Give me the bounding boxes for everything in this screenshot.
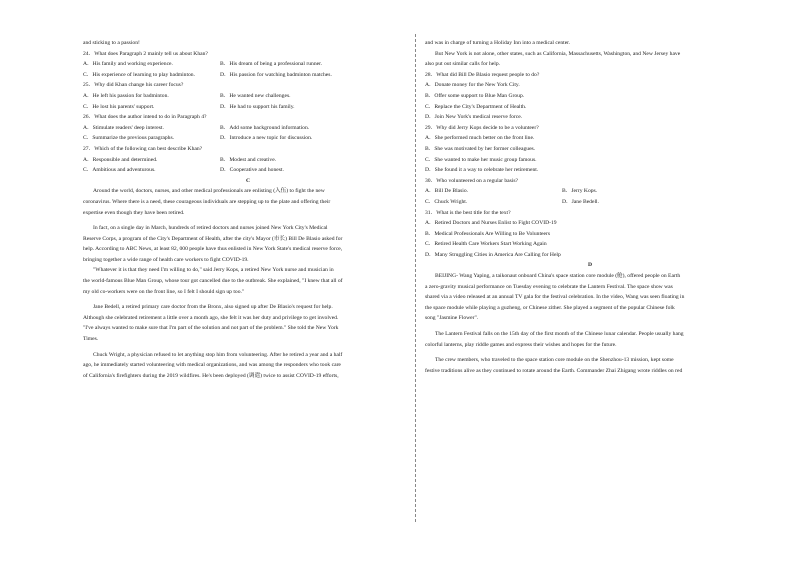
- section-d-heading: D: [587, 262, 593, 269]
- passage-c-paragraph-1: [83, 186, 413, 218]
- option-b[interactable]: B．Medical Professionals Are Willing to Be Volunteers: [425, 230, 551, 237]
- passage-c-paragraph-5: [83, 350, 413, 382]
- text-line: "I've always wanted to make sure that I'm part of the solution and not part of the problem." She told the New York: [83, 325, 339, 332]
- text-line: expertise even though they have been retired.: [83, 209, 185, 216]
- passage-d-paragraph-2: [425, 329, 755, 350]
- question-stem: 30．Who volunteered on a regular basis?: [425, 177, 519, 184]
- question-stem: 25．Why did Khan change his career focus?: [83, 82, 184, 89]
- option-d[interactable]: D．He had to support his family.: [220, 103, 295, 110]
- option-c[interactable]: C．Summarize the previous paragraphs.: [83, 135, 175, 142]
- option-b[interactable]: B．Offer some support to Blue Man Group.: [425, 92, 525, 99]
- option-b[interactable]: B．Modest and creative.: [220, 156, 277, 163]
- text-line: and was in charge of turning a Holiday Inn into a medical center.: [425, 40, 571, 46]
- text-line: Although she celebrated retirement a little over a month ago, she felt it was her duty and privilege to get involved.: [83, 314, 339, 321]
- option-c[interactable]: C．Chuck Wright.: [425, 198, 468, 205]
- passage-tail: and sticking to a passion!: [83, 40, 140, 46]
- passage-c-paragraph-4: [83, 302, 413, 344]
- option-c[interactable]: C．His experience of learning to play badminton.: [83, 71, 196, 78]
- passage-c-paragraph-6: [425, 38, 755, 70]
- option-c[interactable]: C．Ambitious and adventurous.: [83, 167, 156, 174]
- column-divider: [415, 34, 416, 522]
- question-26: [83, 112, 413, 144]
- text-line: bringing together a wide range of health care workers to fight COVID-19.: [83, 256, 249, 263]
- text-line: my old co-workers were on the front line, so I felt I should sign up too.": [83, 288, 245, 295]
- option-c[interactable]: C．He lost his parents' support.: [83, 103, 155, 110]
- question-stem: 24．What does Paragraph 2 mainly tell us about Khan?: [83, 50, 208, 57]
- option-a[interactable]: A．Responsible and determined.: [83, 156, 158, 163]
- option-d[interactable]: D．Introduce a new topic for discussion.: [220, 135, 313, 142]
- question-28: [425, 70, 755, 123]
- option-d[interactable]: D．She found it a way to celebrate her retirement.: [425, 167, 539, 174]
- text-line: help. According to ABC News, at least 82, 000 people have thus enlisted in New York State's medical reserve force,: [83, 246, 343, 253]
- question-stem: 29．Why did Jerry Kops decide to be a volunteer?: [425, 124, 539, 131]
- passage-c-paragraph-3: [83, 265, 413, 297]
- text-line: "Whatever it is that they need I'm willing to do," said Jerry Kops, a retired New York nurse and musician in: [93, 267, 334, 274]
- text-line: festive traditions alive as they continued to rotate around the Earth. Commander Zhai Zhigang wrote riddles on red: [425, 367, 683, 374]
- left-column: [83, 38, 413, 381]
- option-b[interactable]: B．He wanted new challenges.: [220, 92, 291, 99]
- option-d[interactable]: D．Join New York's medical reserve force.: [425, 114, 523, 121]
- text-line: a zero-gravity musical performance on Tuesday evening to celebrate the Lantern Festival. The space show was: [425, 283, 673, 290]
- text-line: shared via a video released at an annual TV gala for the festival celebration. In the video, Wang was seen floating in: [425, 294, 685, 301]
- option-a[interactable]: A．Bill De Blasio.: [425, 188, 469, 195]
- option-b[interactable]: B．Add some background information.: [220, 124, 310, 131]
- text-line: Jane Bedell, a retired primary care doctor from the Bronx, also signed up after De Blasio's request for help.: [93, 304, 333, 311]
- text-line: coronavirus. Where there is a need, these courageous individuals are stepping up to the plate and offering their: [83, 198, 331, 205]
- text-line: BEIJING- Wang Yaping, a taikonaut onboard China's space station core module (舱), offered people on Earth: [435, 273, 681, 280]
- text-line: also put out similar calls for help.: [425, 61, 501, 68]
- option-c[interactable]: C．Retired Health Care Workers Start Working Again: [425, 241, 547, 248]
- question-31: [425, 208, 755, 261]
- passage-c-paragraph-2: [83, 223, 413, 265]
- text-line: Chuck Wright, a physician refused to let anything stop him from volunteering. After he retired a year and a half: [93, 351, 343, 358]
- text-line: Around the world, doctors, nurses, and other medical professionals are enlisting (入伍) to fight the new: [93, 188, 325, 195]
- option-a[interactable]: A．Stimulate readers' deep interest.: [83, 124, 164, 131]
- text-line: The Lantern Festival falls on the 15th day of the first month of the Chinese lunar calendar. People usually hang: [435, 331, 684, 338]
- option-a[interactable]: A．She performed much better on the front line.: [425, 135, 535, 142]
- question-27: [83, 144, 413, 176]
- text-line: Reserve Corps, a program of the City's Department of Health, after the city's Mayor (市长) Bill De Blasio asked for: [83, 235, 343, 242]
- text-line: In fact, on a single day in March, hundreds of retired doctors and nurses joined New York City's Medical: [93, 225, 328, 232]
- text-line: the world-famous Blue Man Group, whose tour got cancelled due to the outbreak. She explained, "I knew that all of: [83, 278, 343, 285]
- option-c[interactable]: C．She wanted to make her music group famous.: [425, 156, 537, 163]
- option-d[interactable]: D．Many Struggling Cities in America Are Calling for Help: [425, 251, 561, 258]
- section-c-heading: C: [245, 177, 251, 184]
- passage-d-paragraph-1: [425, 271, 755, 324]
- option-b[interactable]: B．His dream of being a professional runner.: [220, 61, 323, 68]
- option-c[interactable]: C．Replace the City's Department of Health.: [425, 103, 527, 110]
- question-24: [83, 49, 413, 81]
- text-line: of California's firefighters during the 2019 wildfires. He's been deployed (调遣) twice to assist COVID-19 efforts,: [83, 372, 339, 379]
- text-line: song "Jasmine Flower".: [425, 315, 479, 322]
- option-d[interactable]: D．Jane Bedell.: [562, 198, 599, 205]
- right-column: [425, 38, 755, 376]
- option-a[interactable]: A．His family and working experience.: [83, 61, 173, 68]
- option-d[interactable]: D．Cooperative and honest.: [220, 167, 284, 174]
- question-stem: 28．What did Bill De Blasio request people to do?: [425, 71, 540, 78]
- option-d[interactable]: D．His passion for watching badminton matches.: [220, 71, 332, 78]
- text-line: ago, he immediately started volunteering with medical organizations, and was among the responders who took care: [83, 362, 341, 369]
- text-line: The crew members, who traveled to the space station core module on the Shenzhou-13 mission, kept some: [435, 357, 674, 364]
- question-29: [425, 123, 755, 176]
- text-line: But New York is not alone, other states, such as California, Massachusetts, Washington, and New Jersey have: [435, 50, 681, 57]
- option-a[interactable]: A．Retired Doctors and Nurses Enlist to Fight COVID-19: [425, 220, 557, 227]
- text-line: colorful lanterns, play riddle games and express their wishes and hopes for the future.: [425, 341, 617, 348]
- question-stem: 27．Which of the following can best describe Khan?: [83, 145, 203, 152]
- text-line: Times.: [83, 336, 99, 343]
- option-a[interactable]: A．He left his passion for badminton.: [83, 92, 169, 99]
- text-line: the space module while playing a guzheng, or Chinese zither. She played a segment of the popular Chinese folk: [425, 304, 675, 311]
- option-a[interactable]: A．Donate money for the New York City.: [425, 82, 520, 89]
- question-stem: 26．What does the author intend to do in Paragraph 4?: [83, 114, 207, 121]
- question-25: [83, 80, 413, 112]
- question-stem: 31．What is the best title for the text?: [425, 209, 511, 216]
- question-30: [425, 176, 755, 208]
- option-b[interactable]: B．Jerry Kops.: [562, 188, 598, 195]
- passage-d-paragraph-3: [425, 355, 755, 376]
- option-b[interactable]: B．She was motivated by her former colleagues.: [425, 145, 536, 152]
